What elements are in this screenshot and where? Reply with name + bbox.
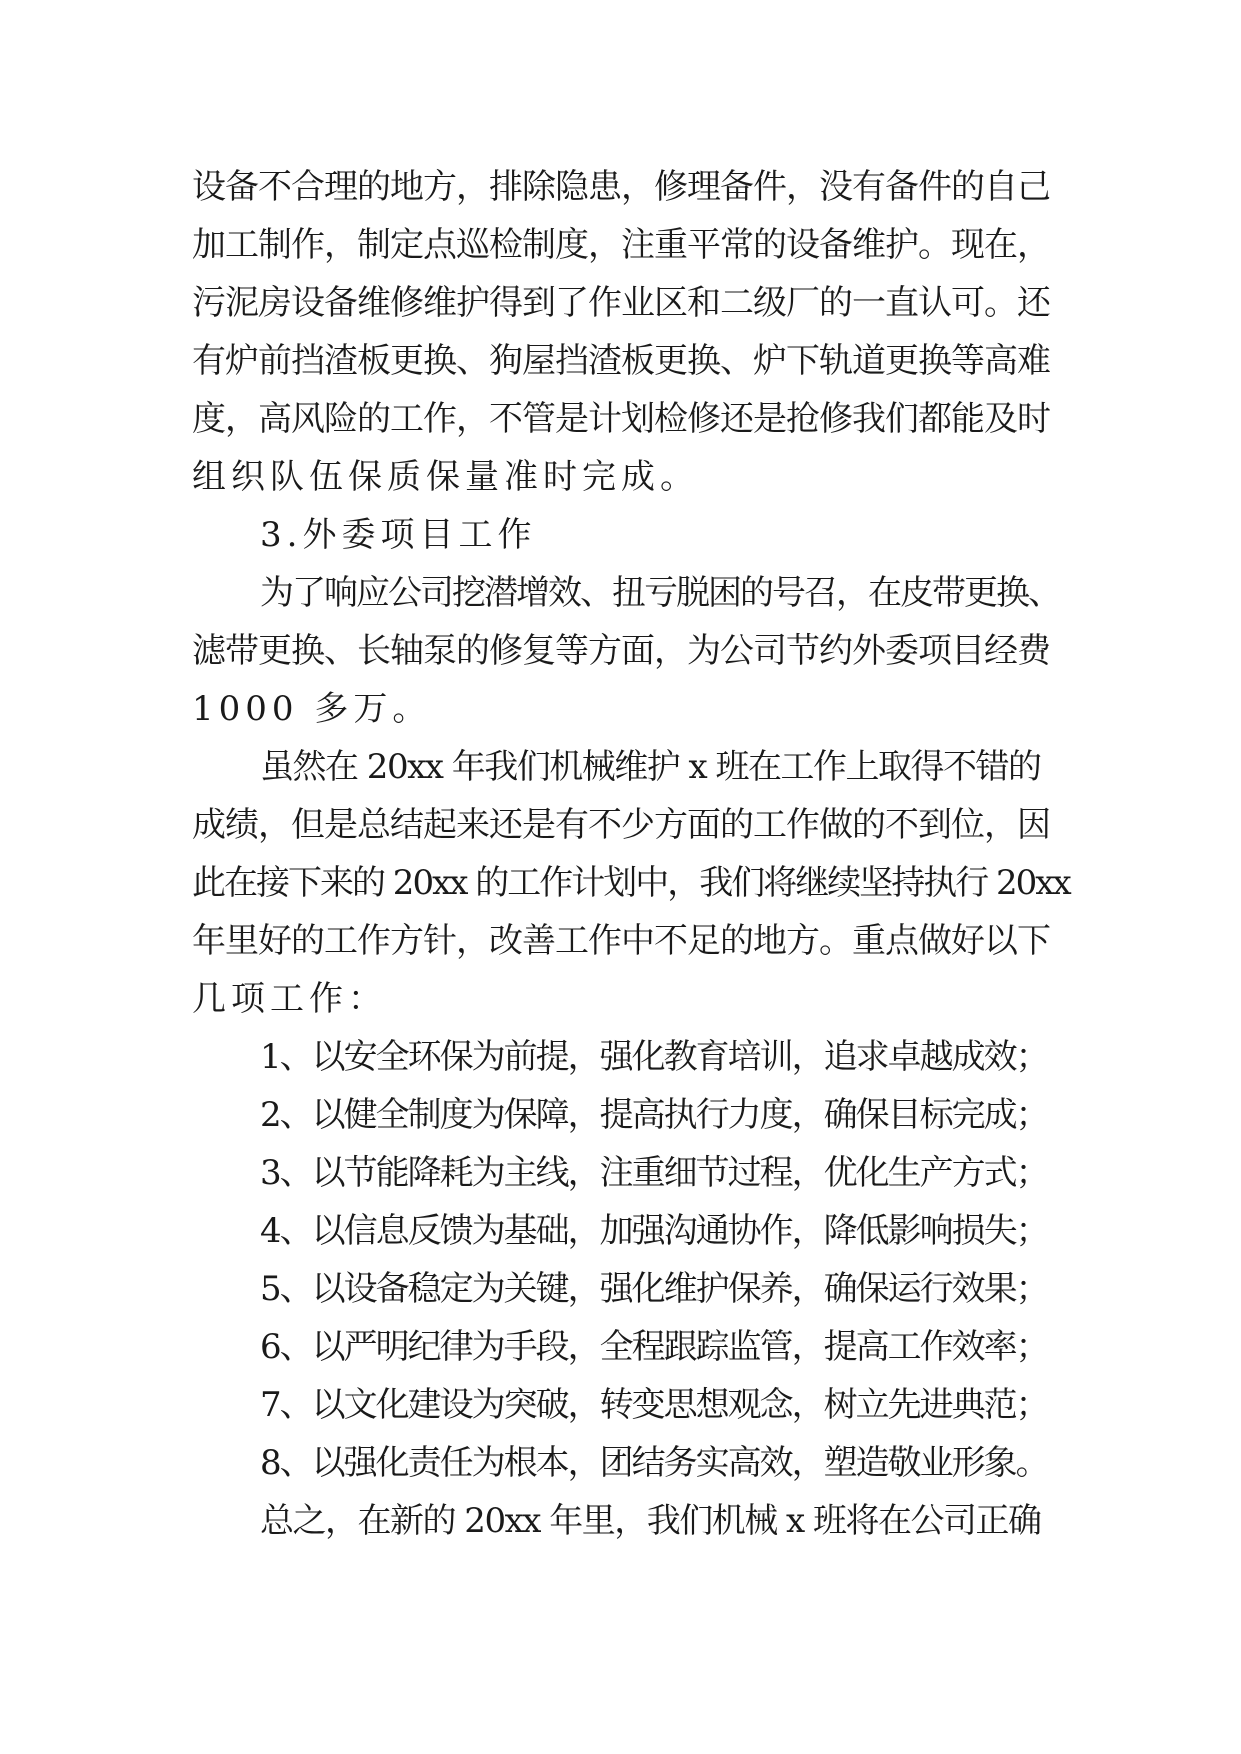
text-line: 加工制作，制定点巡检制度，注重平常的设备维护。现在，: [192, 225, 1050, 265]
text-line: 2、以健全制度为保障，提高执行力度，确保目标完成；: [260, 1095, 1048, 1135]
text-line: 年里好的工作方针，改善工作中不足的地方。重点做好以下: [192, 921, 1050, 961]
text-line: 滤带更换、长轴泵的修复等方面，为公司节约外委项目经费: [192, 631, 1050, 671]
text-line: 几项工作：: [192, 979, 387, 1019]
text-line: 1、以安全环保为前提，强化教育培训，追求卓越成效；: [260, 1037, 1048, 1077]
text-line: 度，高风险的工作，不管是计划检修还是抢修我们都能及时: [192, 399, 1050, 439]
text-line: 8、以强化责任为根本，团结务实高效，塑造敬业形象。: [260, 1443, 1048, 1483]
text-line: 组织队伍保质保量准时完成。: [192, 457, 699, 497]
document-body: [192, 158, 1070, 1550]
text-line: 3、以节能降耗为主线，注重细节过程，优化生产方式；: [260, 1153, 1048, 1193]
text-line: 为了响应公司挖潜增效、扭亏脱困的号召，在皮带更换、: [260, 573, 1060, 613]
text-line: 设备不合理的地方，排除隐患，修理备件，没有备件的自己: [192, 167, 1050, 207]
text-line: 虽然在 20xx 年我们机械维护 x 班在工作上取得不错的: [260, 747, 1041, 787]
text-line: 此在接下来的 20xx 的工作计划中，我们将继续坚持执行 20xx: [192, 863, 1070, 903]
text-line: 4、以信息反馈为基础，加强沟通协作，降低影响损失；: [260, 1211, 1048, 1251]
text-line: 成绩，但是总结起来还是有不少方面的工作做的不到位，因: [192, 805, 1050, 845]
text-line: 污泥房设备维修维护得到了作业区和二级厂的一直认可。还: [192, 283, 1050, 323]
text-line: 总之，在新的 20xx 年里，我们机械 x 班将在公司正确: [260, 1501, 1041, 1541]
text-line: 5、以设备稳定为关键，强化维护保养，确保运行效果；: [260, 1269, 1048, 1309]
text-line: 1000 多万。: [192, 689, 432, 729]
text-line: 6、以严明纪律为手段，全程跟踪监管，提高工作效率；: [260, 1327, 1048, 1367]
text-line: 3.外委项目工作: [260, 515, 537, 555]
text-line: 7、以文化建设为突破，转变思想观念，树立先进典范；: [260, 1385, 1048, 1425]
text-line: 有炉前挡渣板更换、狗屋挡渣板更换、炉下轨道更换等高难: [192, 341, 1050, 381]
